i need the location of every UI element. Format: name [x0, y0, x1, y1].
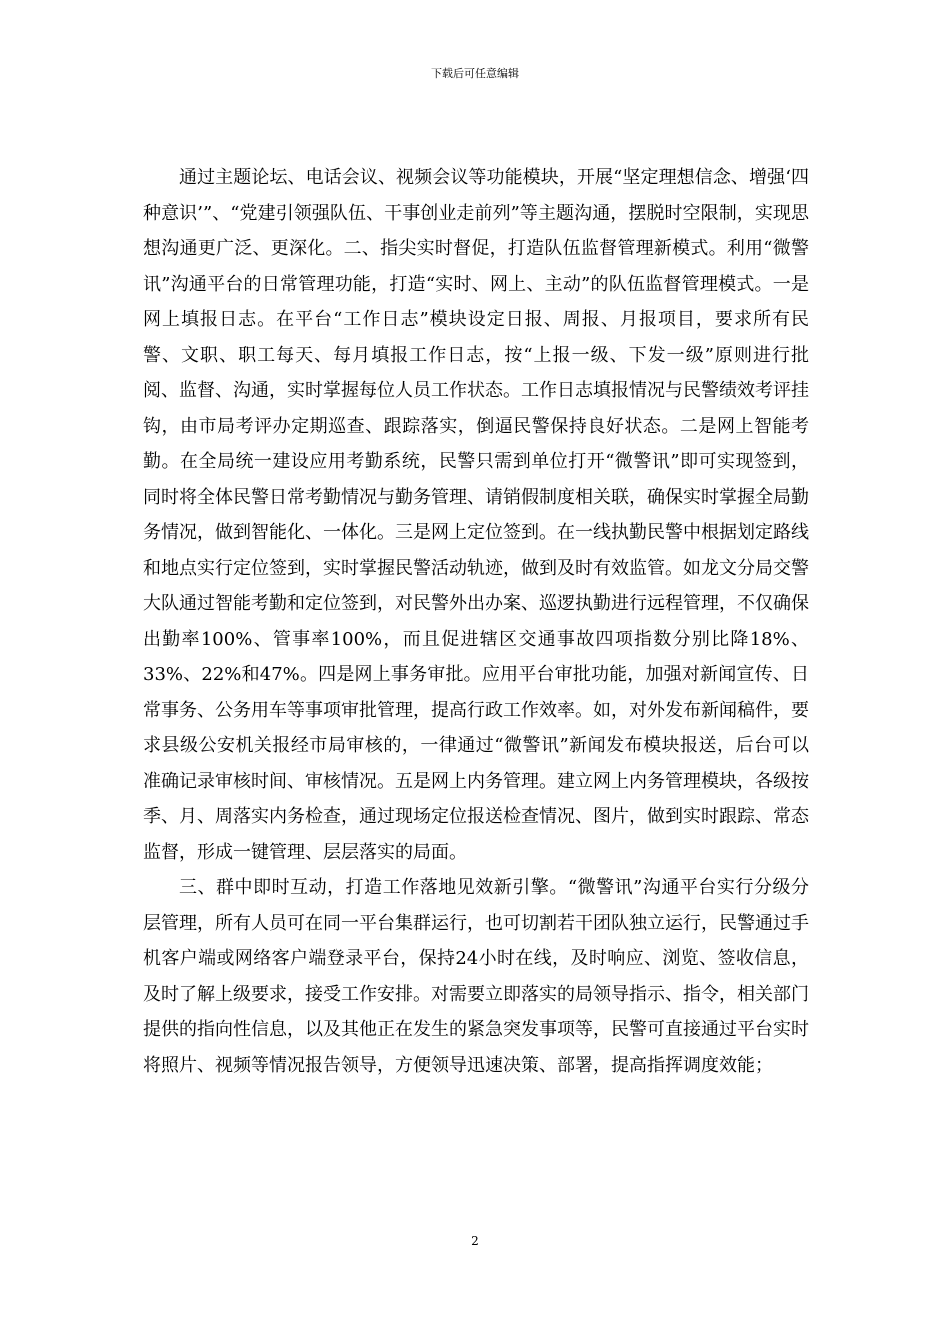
document-body [143, 160, 809, 1083]
paragraph: 通过主题论坛、电话会议、视频会议等功能模块，开展“坚定理想信念、增强‘四种意识’”、“党建引领强队伍、干事创业走前列”等主题沟通，摆脱时空限制，实现思想沟通更广泛、更深化。二、指尖实时督促，打造队伍监督管理新模式。利用“微警讯”沟通平台的日常管理功能，打造“实时、网上、主动”的队伍监督管理模式。一是网上填报日志。在平台“工作日志”模块设定日报、周报、月报项目，要求所有民警、文职、职工每天、每月填报工作日志，按“上报一级、下发一级”原则进行批阅、监督、沟通，实时掌握每位人员工作状态。工作日志填报情况与民警绩效考评挂钩，由市局考评办定期巡查、跟踪落实，倒逼民警保持良好状态。二是网上智能考勤。在全局统一建设应用考勤系统，民警只需到单位打开“微警讯”即可实现签到，同时将全体民警日常考勤情况与勤务管理、请销假制度相关联，确保实时掌握全局勤务情况，做到智能化、一体化。三是网上定位签到。在一线执勤民警中根据划定路线和地点实行定位签到，实时掌握民警活动轨迹，做到及时有效监管。如龙文分局交警大队通过智能考勤和定位签到，对民警外出办案、巡逻执勤进行远程管理，不仅确保出勤率100%、管事率100%，而且促进辖区交通事故四项指数分别比降18%、33%、22%和47%。四是网上事务审批。应用平台审批功能，加强对新闻宣传、日常事务、公务用车等事项审批管理，提高行政工作效率。如，对外发布新闻稿件，要求县级公安机关报经市局审核的，一律通过“微警讯”新闻发布模块报送，后台可以准确记录审核时间、审核情况。五是网上内务管理。建立网上内务管理模块，各级按季、月、周落实内务检查，通过现场定位报送检查情况、图片，做到实时跟踪、常态监督，形成一键管理、层层落实的局面。 [143, 167, 809, 863]
page-number: 2 [471, 1234, 479, 1248]
paragraph: 三、群中即时互动，打造工作落地见效新引擎。“微警讯”沟通平台实行分级分层管理，所有人员可在同一平台集群运行，也可切割若干团队独立运行，民警通过手机客户端或网络客户端登录平台，保持24小时在线，及时响应、浏览、签收信息，及时了解上级要求，接受工作安排。对需要立即落实的局领导指示、指令，相关部门提供的指向性信息，以及其他正在发生的紧急突发事项等，民警可直接通过平台实时将照片、视频等情况报告领导，方便领导迅速决策、部署，提高指挥调度效能； [143, 877, 809, 1076]
page-header: 下载后可任意编辑 [431, 67, 519, 80]
